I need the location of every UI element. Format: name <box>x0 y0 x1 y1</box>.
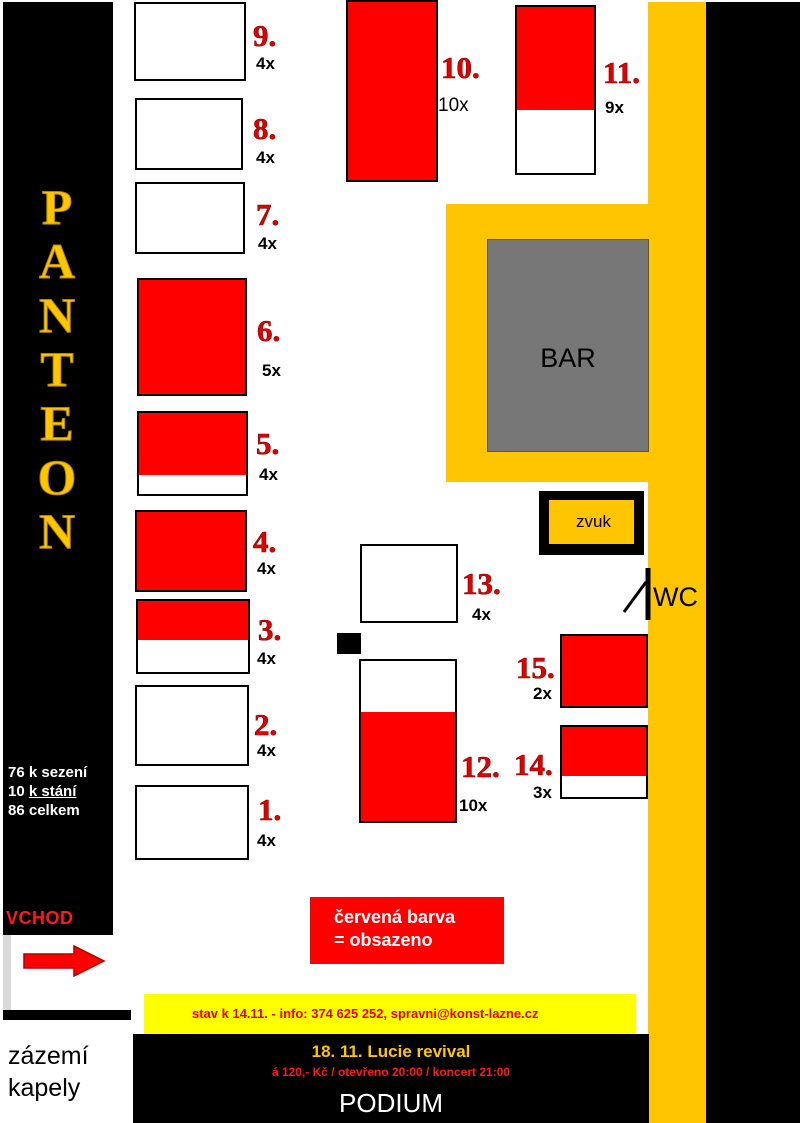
entrance-arrow-icon <box>22 944 106 978</box>
table-14-capacity: 3x <box>533 783 552 802</box>
stage <box>133 1034 649 1123</box>
table-2[interactable] <box>135 685 249 766</box>
wc-door-icon <box>620 566 654 622</box>
table-5-number: 5. <box>256 426 280 461</box>
table-3-number: 3. <box>258 612 282 647</box>
venue-name-letter: A <box>38 233 76 289</box>
sound-desk <box>539 491 644 555</box>
info-strip: stav k 14.11. - info: 374 625 252, spravni@konst-lazne.cz <box>144 994 636 1034</box>
table-occupied-fill <box>138 601 248 640</box>
table-occupied-fill <box>517 7 594 110</box>
table-6[interactable] <box>137 278 247 396</box>
table-11[interactable] <box>515 5 596 175</box>
table-1[interactable] <box>135 785 249 860</box>
event-details: á 120,- Kč / otevřeno 20:00 / koncert 21:00 <box>271 1065 511 1079</box>
pillar <box>337 633 361 654</box>
table-13[interactable] <box>360 544 458 623</box>
venue-name-letter: P <box>41 179 73 235</box>
table-6-number: 6. <box>257 313 281 348</box>
table-13-number: 13. <box>462 566 501 601</box>
table-12[interactable] <box>359 659 457 823</box>
table-3-capacity: 4x <box>257 649 276 668</box>
entrance-label: VCHOD <box>6 908 74 928</box>
table-9-number: 9. <box>253 18 277 53</box>
legend-box <box>310 897 504 964</box>
wc-label: WC <box>653 582 698 612</box>
table-12-capacity: 10x <box>459 796 488 815</box>
table-7-capacity: 4x <box>258 234 277 253</box>
sound-label: zvuk <box>576 512 611 531</box>
table-9-capacity: 4x <box>256 54 275 73</box>
table-2-number: 2. <box>254 707 278 742</box>
table-10[interactable] <box>346 0 438 182</box>
table-2-capacity: 4x <box>257 741 276 760</box>
table-7-number: 7. <box>256 197 280 232</box>
table-occupied-fill <box>562 636 646 706</box>
bar <box>487 239 649 452</box>
table-10-number: 10. <box>441 50 480 85</box>
table-4-capacity: 4x <box>257 559 276 578</box>
table-9[interactable] <box>134 2 246 81</box>
venue-name-letter: T <box>40 341 74 397</box>
table-14[interactable] <box>560 725 648 799</box>
stage-label: PODIUM <box>339 1088 443 1118</box>
stats-total: 86 celkem <box>8 802 80 819</box>
venue-name-letter: O <box>37 449 77 505</box>
table-occupied-fill <box>348 2 436 180</box>
venue-name <box>30 180 84 558</box>
table-14-number: 14. <box>514 747 553 782</box>
stats-standing <box>8 782 87 801</box>
capacity-stats <box>8 763 87 820</box>
right-corridor <box>648 2 706 1123</box>
table-occupied-fill <box>139 280 245 394</box>
backstage-label <box>8 1040 118 1104</box>
stats-seated: 76 k sezení <box>8 764 88 781</box>
stats-standing-count: 10 <box>8 783 29 800</box>
table-11-capacity: 9x <box>605 98 624 117</box>
venue-name-letter: N <box>38 503 76 559</box>
venue-name-letter: N <box>38 287 76 343</box>
bar-label: BAR <box>540 343 596 373</box>
legend-line-1: červená barva <box>334 907 456 927</box>
table-1-number: 1. <box>258 792 282 827</box>
right-wall <box>706 2 800 1123</box>
table-occupied-fill <box>137 512 245 590</box>
backstage-line-2: kapely <box>8 1074 81 1102</box>
venue-name-letter: E <box>40 395 74 451</box>
table-4-number: 4. <box>253 524 277 559</box>
backstage-line-1: zázemí <box>8 1042 89 1070</box>
table-11-number: 11. <box>603 55 641 90</box>
table-15-number: 15. <box>516 650 555 685</box>
table-8-capacity: 4x <box>256 148 275 167</box>
backstage-divider <box>3 1010 131 1020</box>
table-13-capacity: 4x <box>472 605 491 624</box>
table-5-capacity: 4x <box>259 465 278 484</box>
table-15[interactable] <box>560 634 648 708</box>
table-12-number: 12. <box>461 749 500 784</box>
legend-line-2: = obsazeno <box>334 930 433 950</box>
event-title: 18. 11. Lucie revival <box>311 1042 471 1061</box>
table-4[interactable] <box>135 510 247 592</box>
table-occupied-fill <box>562 727 646 776</box>
table-8-number: 8. <box>253 111 277 146</box>
stats-standing-label: k stání <box>28 783 77 800</box>
table-15-capacity: 2x <box>533 684 552 703</box>
table-1-capacity: 4x <box>257 831 276 850</box>
table-5[interactable] <box>137 411 248 496</box>
table-occupied-fill <box>361 712 455 821</box>
table-6-capacity: 5x <box>262 361 281 380</box>
sound-desk-inner <box>549 500 634 544</box>
entrance-wall-line <box>3 935 11 1010</box>
table-10-capacity: 10x <box>438 95 469 116</box>
table-3[interactable] <box>136 599 250 674</box>
table-7[interactable] <box>135 182 245 254</box>
table-8[interactable] <box>135 98 243 170</box>
table-occupied-fill <box>139 413 246 475</box>
